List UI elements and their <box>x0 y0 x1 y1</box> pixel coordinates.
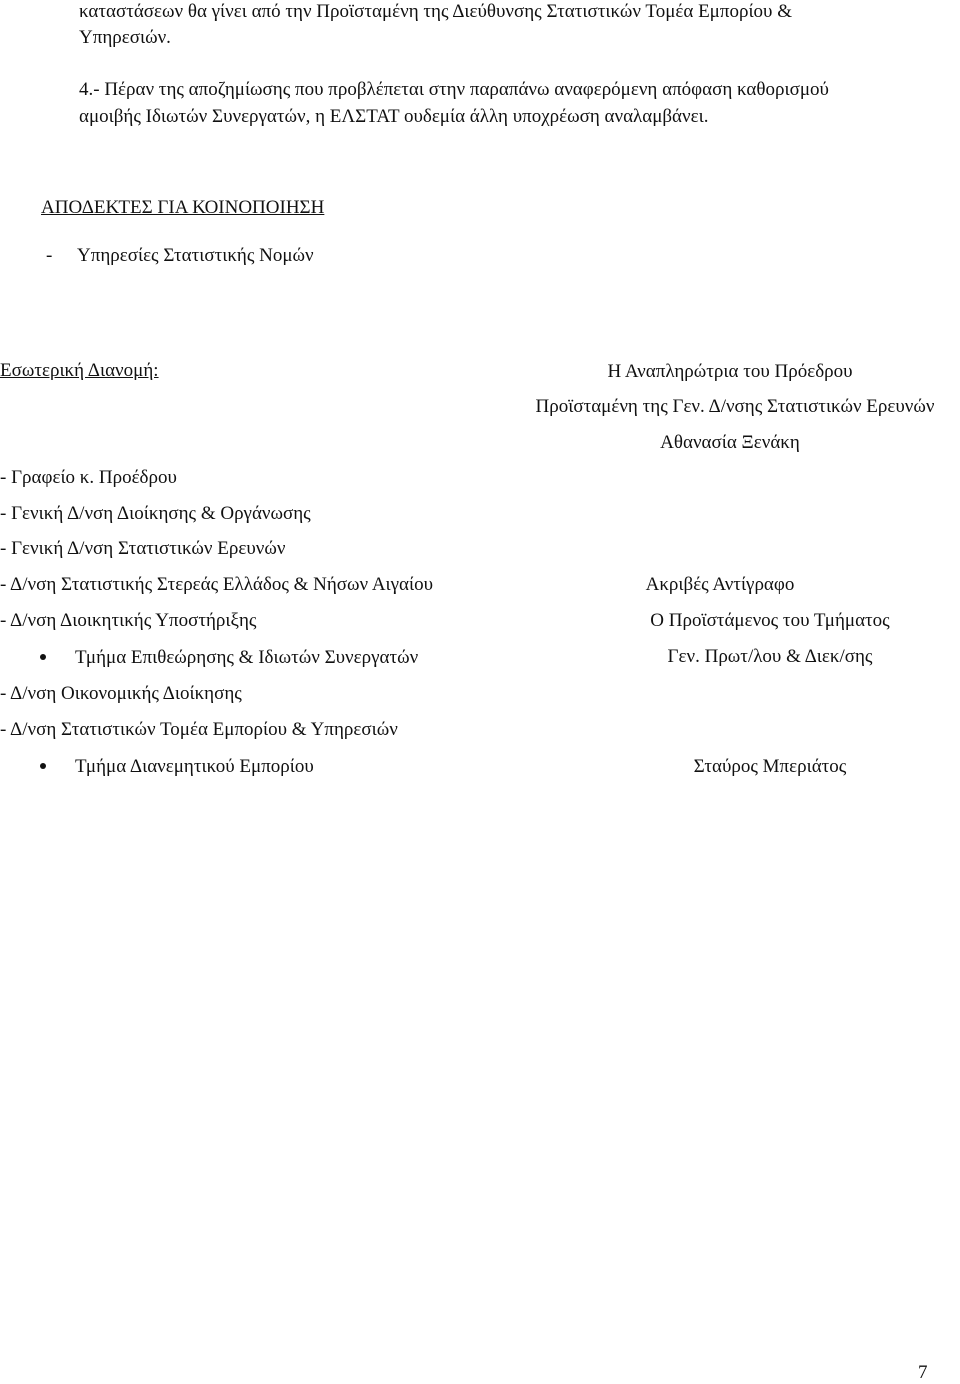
page-number: 7 <box>918 1362 928 1383</box>
recipients-dash: - <box>46 245 53 266</box>
certified-copy-label: Ακριβές Αντίγραφο <box>645 574 795 595</box>
distribution-item: - Δ/νση Στατιστικής Στερεάς Ελλάδος & Νήσων Αιγαίου <box>0 574 434 595</box>
certified-department: Γεν. Πρωτ/λου & Διεκ/σης <box>667 646 873 667</box>
bullet-icon <box>40 654 46 660</box>
intro-line-1: καταστάσεων θα γίνει από την Προϊσταμένη της Διεύθυνσης Στατιστικών Τομέα Εμπορίου & <box>79 1 792 22</box>
distribution-item: - Δ/νση Διοικητικής Υποστήριξης <box>0 610 257 631</box>
paragraph-4-line-2: αμοιβής Ιδιωτών Συνεργατών, η ΕΛΣΤΑΤ ουδεμία άλλη υποχρέωση αναλαμβάνει. <box>79 106 709 127</box>
intro-line-2: Υπηρεσιών. <box>79 27 171 48</box>
distribution-item: - Γενική Δ/νση Διοίκησης & Οργάνωσης <box>0 503 311 524</box>
distribution-item: - Δ/νση Οικονομικής Διοίκησης <box>0 683 242 704</box>
signature-title: Η Αναπληρώτρια του Πρόεδρου <box>607 361 853 382</box>
certified-name: Σταύρος Μπεριάτος <box>693 756 847 777</box>
signature-role: Προϊσταμένη της Γεν. Δ/νσης Στατιστικών Ερευνών <box>535 396 935 417</box>
recipients-heading: ΑΠΟΔΕΚΤΕΣ ΓΙΑ ΚΟΙΝΟΠΟΙΗΣΗ <box>41 197 325 218</box>
internal-distribution-heading: Εσωτερική Διανομή: <box>0 360 159 381</box>
distribution-item: - Γραφείο κ. Προέδρου <box>0 467 177 488</box>
bullet-icon <box>40 763 46 769</box>
distribution-item: - Γενική Δ/νση Στατιστικών Ερευνών <box>0 538 286 559</box>
recipients-item: Υπηρεσίες Στατιστικής Νομών <box>77 245 314 266</box>
distribution-subitem: Τμήμα Επιθεώρησης & Ιδιωτών Συνεργατών <box>75 647 419 668</box>
distribution-item: - Δ/νση Στατιστικών Τομέα Εμπορίου & Υπηρεσιών <box>0 719 398 740</box>
paragraph-4-line-1: 4.- Πέραν της αποζημίωσης που προβλέπεται στην παραπάνω αναφερόμενη απόφαση καθορισμού <box>79 79 829 100</box>
certified-role: Ο Προϊστάμενος του Τμήματος <box>650 610 890 631</box>
distribution-subitem: Τμήμα Διανεμητικού Εμπορίου <box>75 756 314 777</box>
signature-name: Αθανασία Ξενάκη <box>660 432 800 453</box>
